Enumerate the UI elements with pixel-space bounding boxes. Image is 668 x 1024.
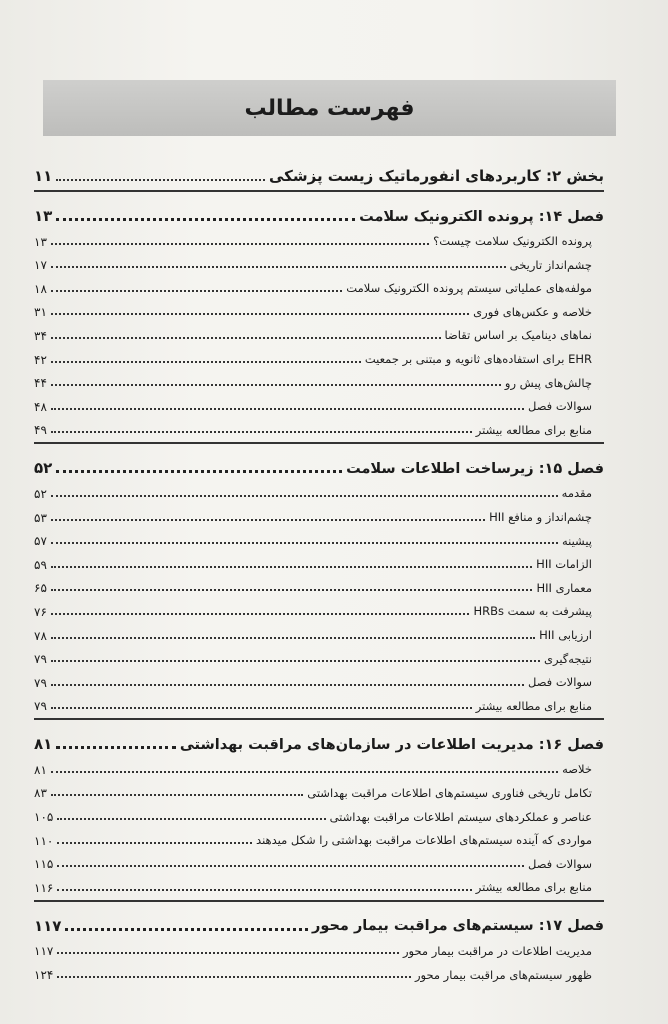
- section-label: خلاصه: [562, 762, 592, 777]
- dot-leader: [51, 495, 558, 497]
- toc-section-entry[interactable]: [34, 957, 604, 981]
- toc-section-entry[interactable]: [34, 500, 604, 524]
- dot-leader: [51, 337, 441, 339]
- chapter-divider: [34, 442, 604, 444]
- section-label: نماهای دینامیک بر اساس تقاضا: [444, 328, 592, 343]
- section-label: منابع برای مطالعه بیشتر: [475, 880, 592, 895]
- dot-leader: [57, 865, 524, 867]
- section-page-number: ۱۰۵: [34, 810, 54, 825]
- chapter-divider: [34, 900, 604, 902]
- dot-leader: [51, 313, 469, 315]
- toc-section-entry[interactable]: [34, 847, 604, 871]
- section-label: مولفه‌های عملیاتی سیستم پرونده الکترونیک سلامت: [346, 281, 592, 296]
- dot-leader: [57, 976, 411, 978]
- dot-leader: [51, 771, 558, 773]
- toc-section-entry[interactable]: [34, 642, 604, 666]
- dot-leader: [56, 218, 355, 221]
- chapter-page-number: ۱۳: [34, 207, 53, 225]
- section-page-number: ۱۱۰: [34, 833, 54, 848]
- section-page-number: ۵۳: [34, 510, 47, 525]
- section-label: مدیریت اطلاعات در مراقبت بیمار محور: [402, 943, 592, 958]
- part-page-number: ۱۱: [34, 167, 53, 185]
- dot-leader: [51, 660, 540, 662]
- toc-section-entry[interactable]: [34, 665, 604, 689]
- dot-leader: [51, 243, 429, 245]
- section-page-number: ۵۲: [34, 486, 47, 501]
- section-page-number: ۳۱: [34, 305, 47, 320]
- section-label: تکامل تاریخی فناوری سیستم‌های اطلاعات مراقبت بهداشتی: [307, 785, 592, 800]
- toc-section-entry[interactable]: [34, 823, 604, 847]
- dot-leader: [51, 613, 470, 615]
- section-page-number: ۱۱۷: [34, 944, 54, 959]
- section-page-number: ۴۸: [34, 399, 47, 414]
- toc-section-entry[interactable]: [34, 799, 604, 823]
- section-page-number: ۱۱۵: [34, 857, 54, 872]
- toc-section-entry[interactable]: [34, 618, 604, 642]
- section-label: مقدمه: [561, 486, 592, 501]
- toc-chapter-entry[interactable]: [34, 448, 604, 476]
- chapter-page-number: ۵۲: [34, 459, 53, 478]
- toc-section-entry[interactable]: [34, 271, 604, 295]
- section-label: الزامات HII: [536, 557, 592, 572]
- toc-section-entry[interactable]: [34, 571, 604, 595]
- chapter-label: فصل ۱۶: مدیریت اطلاعات در سازمان‌های مراقبت بهداشتی: [179, 736, 604, 753]
- toc-chapter-entry[interactable]: [34, 906, 604, 934]
- chapter-label: فصل ۱۴: پرونده الکترونیک سلامت: [359, 208, 604, 225]
- chapter-page-number: ۱۱۷: [34, 916, 62, 935]
- toc-section-entry[interactable]: [34, 248, 604, 272]
- section-page-number: ۴۴: [34, 376, 47, 391]
- section-label: خلاصه و عکس‌های فوری: [473, 304, 592, 319]
- dot-leader: [51, 408, 524, 410]
- section-label: سوالات فصل: [528, 675, 592, 690]
- dot-leader: [57, 818, 325, 820]
- section-page-number: ۶۵: [34, 581, 47, 596]
- section-label: مواردی که آینده سیستم‌های اطلاعات مراقبت بهداشتی را شکل میدهند: [256, 833, 592, 848]
- dot-leader: [57, 889, 471, 891]
- chapter-label: فصل ۱۵: زیرساخت اطلاعات سلامت: [346, 460, 604, 477]
- section-page-number: ۷۹: [34, 675, 47, 690]
- toc-section-entry[interactable]: [34, 366, 604, 390]
- dot-leader: [51, 266, 506, 268]
- section-page-number: ۵۷: [34, 534, 47, 549]
- section-label: چشم‌انداز تاریخی: [509, 257, 592, 272]
- section-page-number: ۱۷: [34, 258, 47, 273]
- toc-section-entry[interactable]: [34, 870, 604, 894]
- section-label: چالش‌های پیش رو: [504, 375, 592, 390]
- section-page-number: ۱۱۶: [34, 880, 54, 895]
- dot-leader: [51, 542, 558, 544]
- section-page-number: ۸۳: [34, 786, 47, 801]
- section-label: منابع برای مطالعه بیشتر: [475, 422, 592, 437]
- toc-section-entry[interactable]: [34, 318, 604, 342]
- toc-section-entry[interactable]: [34, 413, 604, 437]
- toc-chapter-entry[interactable]: [34, 724, 604, 752]
- section-page-number: ۱۸: [34, 281, 47, 296]
- section-label: ارزیابی HII: [539, 628, 592, 642]
- toc-section-entry[interactable]: [34, 594, 604, 618]
- toc-section-entry[interactable]: [34, 224, 604, 248]
- chapter-divider: [34, 190, 604, 192]
- toc-section-entry[interactable]: [34, 934, 604, 958]
- section-page-number: ۱۲۴: [34, 968, 54, 983]
- section-label: منابع برای مطالعه بیشتر: [475, 698, 592, 713]
- toc-chapter-entry[interactable]: [34, 196, 604, 224]
- dot-leader: [56, 746, 176, 749]
- section-page-number: ۷۹: [34, 699, 47, 714]
- section-page-number: ۷۶: [34, 604, 47, 619]
- dot-leader: [51, 290, 342, 292]
- toc-section-entry[interactable]: [34, 776, 604, 800]
- section-label: سوالات فصل: [528, 399, 592, 414]
- dot-leader: [51, 384, 501, 386]
- chapter-divider: [34, 718, 604, 720]
- section-page-number: ۵۹: [34, 557, 47, 572]
- section-page-number: ۳۴: [34, 328, 47, 343]
- dot-leader: [51, 566, 532, 568]
- toc-section-entry[interactable]: [34, 342, 604, 366]
- section-label: پیشینه: [561, 533, 592, 548]
- chapter-label: فصل ۱۷: سیستم‌های مراقبت بیمار محور: [312, 918, 604, 935]
- toc-part-entry[interactable]: [34, 148, 604, 184]
- toc-section-entry[interactable]: [34, 295, 604, 319]
- section-page-number: ۴۹: [34, 423, 47, 438]
- toc-section-entry[interactable]: [34, 547, 604, 571]
- dot-leader: [51, 431, 472, 433]
- dot-leader: [51, 684, 524, 686]
- section-label: ظهور سیستم‌های مراقبت بیمار محور: [414, 967, 592, 982]
- table-of-contents: [34, 148, 604, 981]
- section-label: EHR برای استفاده‌های ثانویه و مبتنی بر جمعیت: [364, 352, 592, 367]
- toc-section-entry[interactable]: [34, 476, 604, 500]
- dot-leader: [65, 928, 308, 931]
- section-page-number: ۸۱: [34, 762, 47, 777]
- dot-leader: [51, 637, 535, 639]
- section-page-number: ۷۸: [34, 628, 47, 643]
- page-title: فهرست مطالب: [244, 95, 415, 121]
- dot-leader: [56, 179, 265, 181]
- section-page-number: ۷۹: [34, 652, 47, 667]
- section-label: عناصر و عملکردهای سیستم اطلاعات مراقبت بهداشتی: [329, 809, 592, 824]
- section-label: معماری HII: [536, 580, 592, 595]
- dot-leader: [51, 794, 303, 796]
- dot-leader: [57, 842, 252, 844]
- section-label: چشم‌انداز و منافع HII: [489, 510, 592, 525]
- section-label: پیشرفت به سمت HRBs: [473, 604, 592, 619]
- section-page-number: ۱۳: [34, 234, 47, 249]
- section-label: پرونده الکترونیک سلامت چیست؟: [433, 234, 592, 249]
- chapter-page-number: ۸۱: [34, 735, 53, 754]
- dot-leader: [51, 707, 472, 709]
- dot-leader: [57, 952, 399, 954]
- section-page-number: ۴۲: [34, 352, 47, 367]
- toc-section-entry[interactable]: [34, 689, 604, 713]
- part-label: بخش ۲: کاربردهای انفورماتیک زیست پزشکی: [268, 167, 604, 185]
- dot-leader: [51, 361, 361, 363]
- toc-section-entry[interactable]: [34, 524, 604, 548]
- section-label: نتیجه‌گیری: [543, 651, 592, 666]
- toc-section-entry[interactable]: [34, 752, 604, 776]
- dot-leader: [56, 470, 342, 473]
- toc-section-entry[interactable]: [34, 389, 604, 413]
- dot-leader: [51, 589, 533, 591]
- section-label: سوالات فصل: [528, 856, 592, 871]
- title-banner: [43, 80, 616, 136]
- dot-leader: [51, 519, 485, 521]
